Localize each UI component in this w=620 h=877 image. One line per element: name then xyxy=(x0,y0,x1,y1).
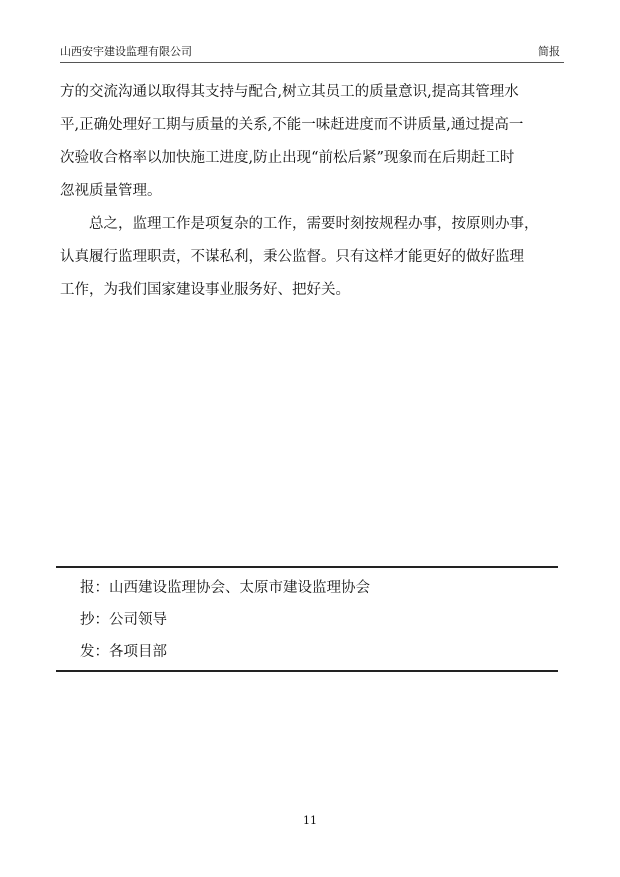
paragraph-1-line: 次验收合格率以加快施工进度,防止出现“前松后紧”现象而在后期赶工时 xyxy=(60,150,515,166)
page-number: 11 xyxy=(303,814,317,827)
body-text xyxy=(60,80,568,311)
paragraph-2-line: 总之，监理工作是项复杂的工作，需要时刻按规程办事，按原则办事， xyxy=(60,216,539,232)
paragraph-1-line: 忽视质量管理。 xyxy=(60,183,162,199)
company-name: 山西安宇建设监理有限公司 xyxy=(60,45,192,58)
distribution-block xyxy=(56,566,558,672)
paragraph-2-line: 认真履行监理职责，不谋私利，秉公监督。只有这样才能更好的做好监理 xyxy=(60,249,524,265)
copy-to: 抄：公司领导 xyxy=(80,612,167,628)
report-to: 报：山西建设监理协会、太原市建设监理协会 xyxy=(80,580,370,596)
paragraph-1-line: 方的交流沟通以取得其支持与配合,树立其员工的质量意识,提高其管理水 xyxy=(60,84,519,100)
paragraph-2-line: 工作，为我们国家建设事业服务好、把好关。 xyxy=(60,282,350,298)
send-to: 发：各项目部 xyxy=(80,644,167,660)
document-type: 简报 xyxy=(538,45,560,58)
paragraph-1-line: 平,正确处理好工期与质量的关系,不能一味赶进度而不讲质量,通过提高一 xyxy=(60,117,524,133)
page-header xyxy=(60,40,564,63)
